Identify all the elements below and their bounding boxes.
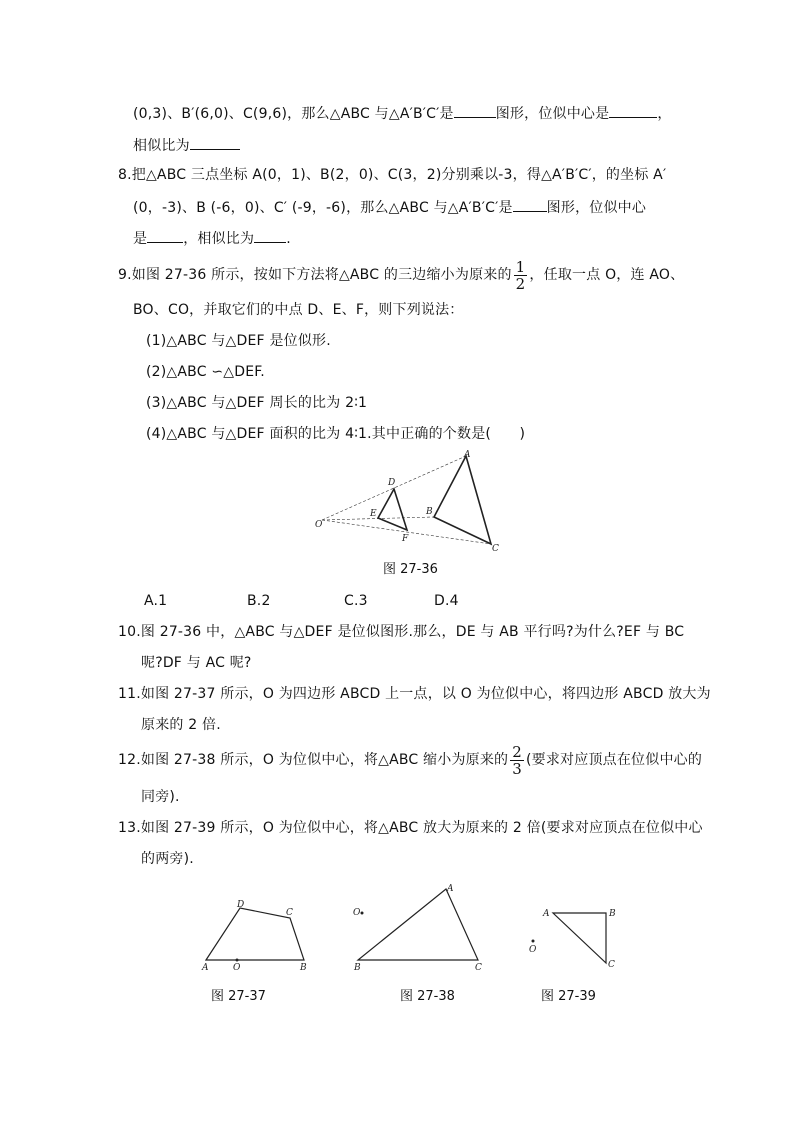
answer-blank (513, 197, 547, 212)
label-O: O (233, 963, 241, 973)
label-C: C (286, 908, 293, 918)
q7-line2: 相似比为 (133, 135, 240, 156)
caption-27-36: 图 27-36 (383, 562, 438, 577)
triangle-ABC (553, 913, 606, 963)
q7-line1: (0,3)、B′(6,0)、C(9,6)，那么△ABC 与△A′B′C′是 图形，位似中心是 ， (133, 103, 672, 124)
label-O: O (353, 908, 361, 918)
caption-27-39: 图 27-39 (541, 989, 596, 1004)
triangle-DEF (378, 489, 407, 530)
label-D: D (388, 478, 396, 488)
point-O (532, 940, 535, 943)
caption-27-37: 图 27-37 (211, 989, 266, 1004)
figure-27-37 (198, 896, 318, 976)
q11-line1: 11.如图 27-37 所示，O 为四边形 ABCD 上一点，以 O 为位似中心，将四边形 ABCD 放大为 (118, 686, 711, 702)
answer-blank (190, 135, 240, 150)
label-B: B (426, 507, 433, 517)
q10-line1: 10.图 27-36 中，△ABC 与△DEF 是位似图形.那么，DE 与 AB 平行吗?为什么?EF 与 BC (118, 624, 685, 640)
q9-statement-3: (3)△ABC 与△DEF 周长的比为 2∶1 (146, 395, 368, 411)
label-C: C (608, 960, 615, 970)
q13-line2: 的两旁). (141, 851, 194, 867)
label-A: A (202, 963, 209, 973)
q11-line2: 原来的 2 倍. (141, 717, 221, 733)
q9-statement-1: (1)△ABC 与△DEF 是位似形. (146, 333, 331, 349)
triangle-ABC (434, 456, 491, 544)
option-c: C.3 (344, 593, 368, 609)
q8-line1: 8.把△ABC 三点坐标 A(0，1)、B(2，0)、C(3，2)分别乘以-3，得△A′B′C′，的坐标 A′ (118, 167, 667, 183)
q9-line2: BO、CO，并取它们的中点 D、E、F，则下列说法： (133, 302, 464, 318)
fraction-two-thirds: $\frac{2}{3}$ (512, 742, 522, 778)
q9-statement-2: (2)△ABC ∽△DEF. (146, 364, 265, 380)
label-A: A (464, 450, 471, 460)
label-C: C (492, 544, 499, 554)
q13-line1: 13.如图 27-39 所示，O 为位似中心，将△ABC 放大为原来的 2 倍(要求对应顶点在位似中心 (118, 820, 703, 836)
q12-line2: 同旁). (141, 789, 180, 805)
point-O (361, 912, 364, 915)
answer-blank (254, 228, 286, 243)
point-O (236, 959, 239, 962)
figure-27-38 (348, 882, 488, 976)
q10-line2: 呢?DF 与 AC 呢? (141, 655, 252, 671)
triangle-ABC (358, 889, 478, 960)
label-A: A (447, 884, 454, 894)
label-A: A (543, 909, 550, 919)
option-a: A.1 (144, 593, 168, 609)
option-d: D.4 (434, 593, 459, 609)
label-C: C (475, 963, 482, 973)
answer-blank (147, 228, 183, 243)
label-O: O (529, 945, 537, 955)
answer-blank (454, 103, 496, 118)
figure-27-36 (310, 448, 510, 556)
option-b: B.2 (247, 593, 271, 609)
label-D: D (237, 900, 245, 910)
label-O: O (315, 520, 323, 530)
label-E: E (370, 509, 377, 519)
q8-line3: 是 ，相似比为 . (133, 228, 291, 249)
label-B: B (609, 909, 616, 919)
caption-27-38: 图 27-38 (400, 989, 455, 1004)
q9-line1: 9.如图 27-36 所示，按如下方法将△ABC 的三边缩小为原来的 $\frac{1}{2}$ ，任取一点 O，连 AO、 (118, 257, 685, 293)
answer-blank (609, 103, 657, 118)
label-F: F (402, 534, 409, 544)
label-B: B (354, 963, 361, 973)
figure-27-39 (518, 900, 628, 976)
q8-line2: (0，-3)、B (-6，0)、C′ (-9，-6)，那么△ABC 与△A′B′C′是 图形，位似中心 (133, 197, 646, 218)
label-B: B (300, 963, 307, 973)
fraction-one-half: $\frac{1}{2}$ (515, 257, 526, 293)
q12-line1: 12.如图 27-38 所示，O 为位似中心，将△ABC 缩小为原来的 $\frac{2}{3}$ (要求对应顶点在位似中心的 (118, 742, 703, 778)
q9-statement-4: (4)△ABC 与△DEF 面积的比为 4∶1.其中正确的个数是( ) (146, 426, 526, 442)
